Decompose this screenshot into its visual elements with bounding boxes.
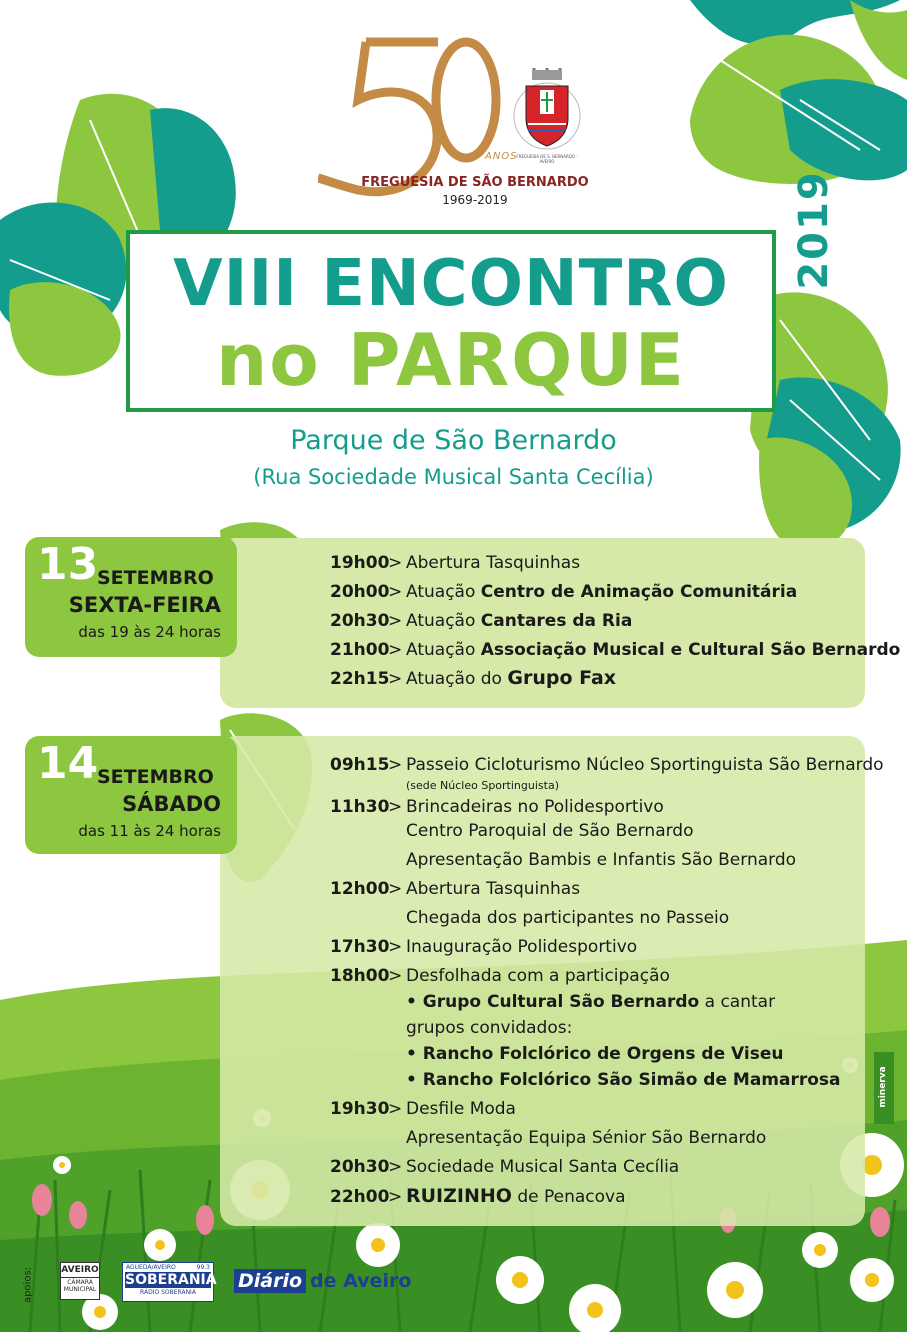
parish-crest [512,68,582,164]
day1-number: 13 [37,539,99,590]
day2-tab [25,736,237,854]
printer-credit: minerva [878,1066,888,1108]
day2-event-line: Apresentação Bambis e Infantis São Bernardo [406,850,797,870]
parish-name: FREGUESIA DE SÃO BERNARDO [361,175,589,190]
sponsor-diario-aveiro-logo: Diário de Aveiro [234,1268,411,1294]
sponsors-label: apoios: [22,1266,34,1304]
day1-hours: das 19 às 24 horas [78,623,221,641]
day2-event: 22h00> RUIZINHO de Penacova [330,1185,626,1207]
day2-event-line: • Rancho Folclórico de Orgens de Viseu [406,1044,784,1064]
day2-event-line: Centro Paroquial de São Bernardo [406,821,694,841]
crest-caption: FREGUESIA DE S. BERNARDO · AVEIRO [516,154,578,164]
year-vertical [791,165,837,295]
day2-event-line: grupos convidados: [406,1018,573,1038]
day2-event-note: (sede Núcleo Sportinguista) [406,779,559,792]
day1-event: 20h30> Atuação Cantares da Ria [330,611,633,631]
day2-event: 12h00> Abertura Tasquinhas [330,879,581,899]
logo-anos-text: ANOS [485,151,518,162]
day2-event: 19h30> Desfile Moda [330,1099,516,1119]
day2-weekday: SÁBADO [122,792,221,816]
event-title-line2: no PARQUE [216,318,686,402]
year-text: 2019 [791,170,837,290]
day2-event: 18h00> Desfolhada com a participação [330,966,670,986]
day1-event: 21h00> Atuação Associação Musical e Cultural São Bernardo [330,640,901,660]
event-title-line1: VIII ENCONTRO [173,247,729,321]
anniversary-years: 1969-2019 [442,193,508,207]
day1-event: 22h15> Atuação do Grupo Fax [330,667,617,689]
day2-number: 14 [37,738,99,789]
day2-event-line: Apresentação Equipa Sénior São Bernardo [406,1128,767,1148]
day2-event-line: • Grupo Cultural São Bernardo a cantar [406,992,776,1012]
sponsor-soberania-logo: AGUEDA/AVEIRO 99.3 SOBERANIA RÁDIO SOBERANIA [122,1262,214,1302]
day2-event: 09h15> Passeio Cicloturismo Núcleo Sportinguista São Bernardo [330,755,884,775]
day2-month: SETEMBRO [97,766,214,788]
day1-month: SETEMBRO [97,567,214,589]
day1-event: 19h00> Abertura Tasquinhas [330,553,581,573]
day2-event: 20h30> Sociedade Musical Santa Cecília [330,1157,680,1177]
day2-event: 11h30> Brincadeiras no Polidesportivo [330,797,664,817]
leaf-cluster-top-right [690,0,907,184]
day1-weekday: SEXTA-FEIRA [68,593,221,617]
sponsor-camara-aveiro-logo: AVEIRO CÂMARA MUNICIPAL [60,1262,100,1300]
day2-event-line: Chegada dos participantes no Passeio [406,908,730,928]
day2-hours: das 11 às 24 horas [78,822,221,840]
venue-address: (Rua Sociedade Musical Santa Cecília) [253,465,654,489]
day1-tab [25,537,237,657]
day1-event: 20h00> Atuação Centro de Animação Comunitária [330,582,798,602]
venue-name: Parque de São Bernardo [290,425,617,456]
crest-icon [512,68,582,154]
day2-event: 17h30> Inauguração Polidesportivo [330,937,638,957]
day2-event-line: • Rancho Folclórico São Simão de Mamarrosa [406,1070,841,1090]
event-title-box [126,230,776,412]
